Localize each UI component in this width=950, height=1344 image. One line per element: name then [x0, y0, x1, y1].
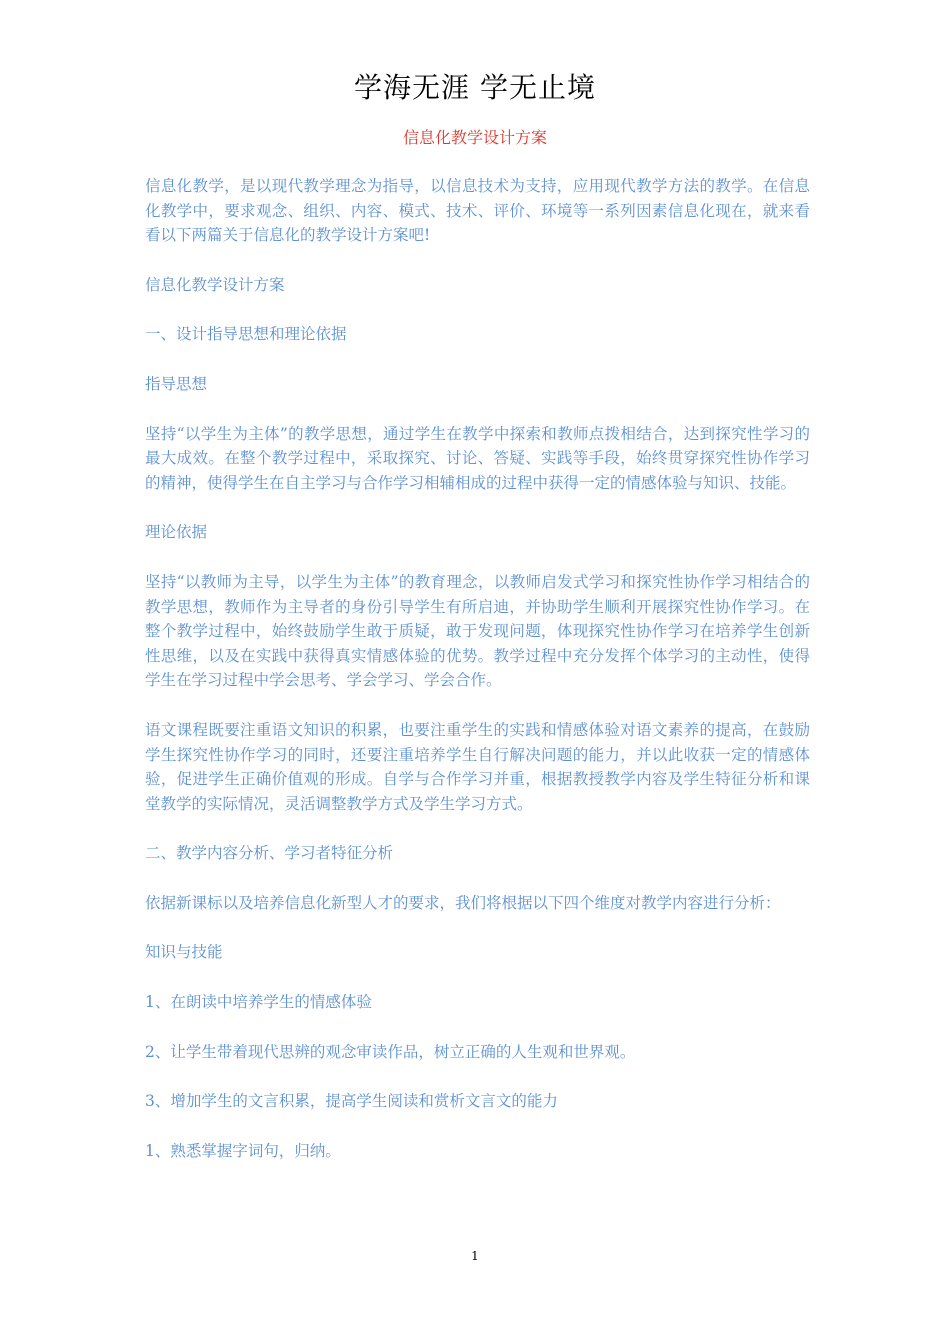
intro-paragraph: 信息化教学，是以现代教学理念为指导，以信息技术为支持，应用现代教学方法的教学。在信息化教学中，要求观念、组织、内容、模式、技术、评价、环境等一系列因素信息化现在，就来看看以下两篇关于信息化的教学设计方案吧! — [145, 177, 810, 245]
body-paragraph: 依据新课标以及培养信息化新型人才的要求，我们将根据以下四个维度对教学内容进行分析： — [145, 893, 781, 912]
body-paragraph: 坚持“以教师为主导，以学生为主体”的教育理念，以教师启发式学习和探究性协作学习相结合的教学思想，教师作为主导者的身份引导学生有所启迪，并协助学生顺利开展探究性协作学习。在整个教学过程中，始终鼓励学生敢于质疑，敢于发现问题，体现探究性协作学习在培养学生创新性思维，以及在实践中获得真实情感体验的优势。教学过程中充分发挥个体学习的主动性，使得学生在学习过程中学会思考、学会学习、学会合作。 — [145, 572, 810, 690]
section-heading: 一、设计指导思想和理论依据 — [145, 325, 347, 344]
list-item: 2、让学生带着现代思辨的观念审读作品，树立正确的人生观和世界观。 — [145, 1042, 636, 1061]
list-item: 1、熟悉掌握字词句，归纳。 — [145, 1141, 341, 1160]
body-paragraph: 语文课程既要注重语文知识的积累，也要注重学生的实践和情感体验对语文素养的提高，在鼓励学生探究性协作学习的同时，还要注重培养学生自行解决问题的能力，并以此收获一定的情感体验，促进学生正确价值观的形成。自学与合作学习并重，根据教授教学内容及学生特征分析和课堂教学的实际情况，灵活调整教学方式及学生学习方式。 — [145, 720, 810, 813]
subsection-heading: 理论依据 — [145, 523, 208, 542]
document-body — [145, 174, 810, 1188]
header-title: 学海无涯 学无止境 — [354, 71, 596, 104]
list-item: 1、在朗读中培养学生的情感体验 — [145, 993, 372, 1012]
document-subtitle: 信息化教学设计方案 — [402, 128, 547, 147]
subsection-heading: 知识与技能 — [145, 943, 223, 962]
page-number: 1 — [471, 1249, 479, 1263]
section-heading: 二、教学内容分析、学习者特征分析 — [145, 844, 394, 863]
list-item: 3、增加学生的文言积累，提高学生阅读和赏析文言文的能力 — [145, 1092, 558, 1111]
section-heading: 信息化教学设计方案 — [145, 275, 285, 294]
subsection-heading: 指导思想 — [145, 374, 208, 393]
body-paragraph: 坚持“以学生为主体”的教学思想，通过学生在教学中探索和教师点拨相结合，达到探究性学习的最大成效。在整个教学过程中，采取探究、讨论、答疑、实践等手段，始终贯穿探究性协作学习的精神，使得学生在自主学习与合作学习相辅相成的过程中获得一定的情感体验与知识、技能。 — [145, 424, 810, 492]
